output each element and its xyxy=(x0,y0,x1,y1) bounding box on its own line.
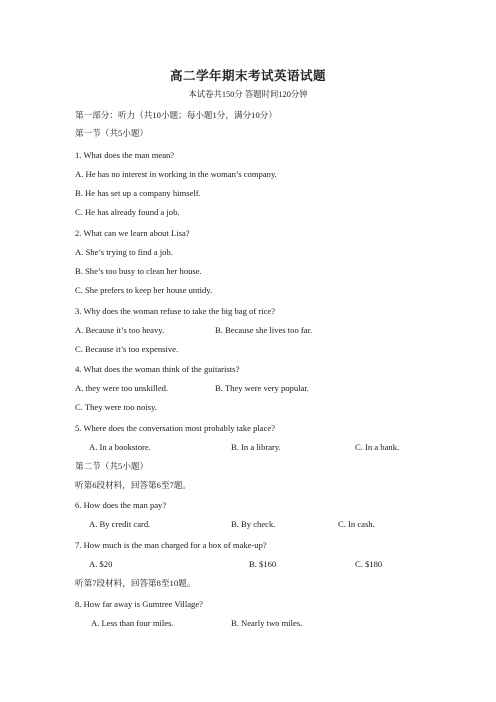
q1-stem: 1. What does the man mean? xyxy=(75,150,175,160)
q6-option-c: C. In cash. xyxy=(338,519,375,529)
q3-stem: 3. Why does the woman refuse to take the big bag of rice? xyxy=(75,306,276,316)
q8-option-a: A. Less than four miles. xyxy=(91,618,174,628)
page-subtitle: 本试卷共150分 答题时间120分钟 xyxy=(188,90,308,99)
q5-option-a: A. In a bookstore. xyxy=(89,442,151,452)
q4-option-b: B. They were very popular. xyxy=(215,383,309,393)
q7-stem: 7. How much is the man charged for a box of make-up? xyxy=(75,540,267,550)
q7-option-a: A. $20 xyxy=(89,559,113,569)
q6-option-b: B. By check. xyxy=(231,519,276,529)
q1-option-c: C. He has already found a job. xyxy=(75,207,180,217)
q1-option-a: A. He has no interest in working in the woman’s company. xyxy=(75,169,277,179)
q4-stem: 4. What does the woman think of the guitarists? xyxy=(75,364,240,374)
q1-option-b: B. He has set up a company himself. xyxy=(75,188,201,198)
q8-option-b: B. Nearly two miles. xyxy=(231,618,303,628)
q2-option-a: A. She’s trying to find a job. xyxy=(75,247,173,257)
q7-option-c: C. $180 xyxy=(355,559,383,569)
q2-stem: 2. What can we learn about Lisa? xyxy=(75,228,190,238)
page-title: 高二学年期末考试英语试题 xyxy=(169,69,326,83)
section1-heading: 第一节（共5小题） xyxy=(75,128,149,138)
q2-option-b: B. She’s too busy to clean her house. xyxy=(75,266,202,276)
q4-option-a: A. they were too unskilled. xyxy=(75,383,169,393)
material7-note: 听第7段材料，回答第8至10题。 xyxy=(75,578,196,588)
q6-option-a: A. By credit card. xyxy=(89,519,151,529)
q2-option-c: C. She prefers to keep her house untidy. xyxy=(75,285,213,295)
q7-option-b: B. $160 xyxy=(249,559,277,569)
section2-heading: 第二节（共5小题） xyxy=(75,461,149,471)
q5-option-b: B. In a library. xyxy=(231,442,281,452)
q3-option-a: A. Because it’s too heavy. xyxy=(75,325,165,335)
material6-note: 听第6段材料，回答第6至7题。 xyxy=(75,480,192,490)
q8-stem: 8. How far away is Gumtree Village? xyxy=(75,599,203,609)
part1-heading: 第一部分：听力（共10小题；每小题1分，满分10分） xyxy=(75,110,277,120)
q6-stem: 6. How does the man pay? xyxy=(75,500,167,510)
q3-option-c: C. Because it’s too expensive. xyxy=(75,344,179,354)
q5-option-c: C. In a bank. xyxy=(355,442,400,452)
q4-option-c: C. They were too noisy. xyxy=(75,402,157,412)
q5-stem: 5. Where does the conversation most probably take place? xyxy=(75,423,276,433)
q3-option-b: B. Because she lives too far. xyxy=(215,325,313,335)
